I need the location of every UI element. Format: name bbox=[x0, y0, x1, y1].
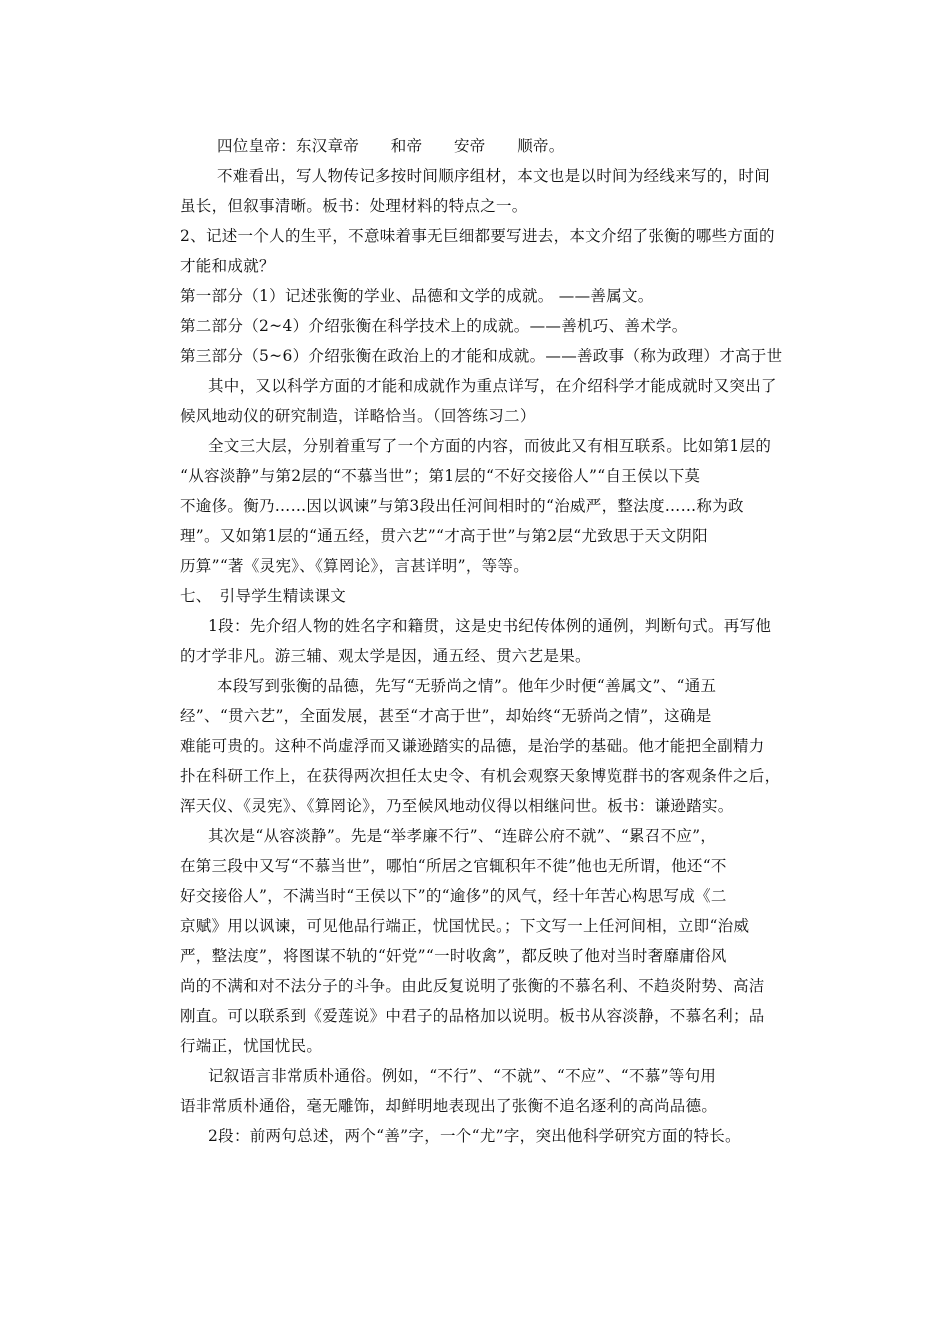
text-line: 理”。又如第1层的“通五经，贯六艺”“才高于世”与第2层“尤致思于天文阴阳 bbox=[180, 527, 708, 545]
text-line: 浑天仪、《灵宪》、《算罔论》，乃至候风地动仪得以相继问世。板书：谦逊踏实。 bbox=[180, 797, 734, 815]
text-line: 不逾侈。衡乃……因以讽谏”与第3段出任河间相时的“治威严，整法度……称为政 bbox=[180, 497, 744, 515]
text-line: 第一部分（1）记述张衡的学业、品德和文学的成就。 ——善属文。 bbox=[180, 287, 654, 305]
text-line: “从容淡静”与第2层的“不慕当世”；第1层的“不好交接俗人”“自王侯以下莫 bbox=[180, 467, 701, 485]
text-line: 2段：前两句总述，两个“善”字，一个“尤”字，突出他科学研究方面的特长。 bbox=[208, 1127, 741, 1145]
text-line: 刚直。可以联系到《爱莲说》中君子的品格加以说明。板书从容淡静，不慕名利；品 bbox=[180, 1007, 765, 1025]
text-line: 难能可贵的。这种不尚虚浮而又谦逊踏实的品德，是治学的基础。他才能把全副精力 bbox=[180, 737, 765, 755]
text-line: 尚的不满和对不法分子的斗争。由此反复说明了张衡的不慕名利、不趋炎附势、高洁 bbox=[180, 977, 765, 995]
text-line: 第三部分（5~6）介绍张衡在政治上的才能和成就。——善政事（称为政理）才高于世 bbox=[180, 347, 783, 365]
text-line: 本段写到张衡的品德，先写“无骄尚之情”。他年少时便“善属文”、“通五 bbox=[217, 677, 717, 695]
text-line: 不难看出，写人物传记多按时间顺序组材，本文也是以时间为经线来写的，时间 bbox=[217, 167, 771, 185]
text-line: 候风地动仪的研究制造，详略恰当。（回答练习二） bbox=[180, 407, 536, 425]
text-line: 2、记述一个人的生平，不意味着事无巨细都要写进去，本文介绍了张衡的哪些方面的 bbox=[180, 227, 775, 245]
text-line: 四位皇帝：东汉章帝 和帝 安帝 顺帝。 bbox=[217, 137, 565, 155]
text-line: 语非常质朴通俗，毫无雕饰，却鲜明地表现出了张衡不追名逐利的高尚品德。 bbox=[180, 1097, 718, 1115]
text-line: 好交接俗人”，不满当时“王侯以下”的“逾侈”的风气，经十年苦心构思写成《二 bbox=[180, 887, 727, 905]
text-line: 全文三大层，分别着重写了一个方面的内容，而彼此又有相互联系。比如第1层的 bbox=[208, 437, 772, 455]
text-line: 行端正，忧国忧民。 bbox=[180, 1037, 323, 1055]
text-line: 虽长，但叙事清晰。板书：处理材料的特点之一。 bbox=[180, 197, 528, 215]
text-line: 扑在科研工作上，在获得两次担任太史令、有机会观察天象博览群书的客观条件之后， bbox=[180, 767, 781, 785]
text-line: 严，整法度”，将图谋不轨的“奸党”“一时收禽”，都反映了他对当时奢靡庸俗风 bbox=[180, 947, 727, 965]
text-line: 记叙语言非常质朴通俗。例如，“不行”、“不就”、“不应”、“不慕”等句用 bbox=[208, 1067, 717, 1085]
text-line: 才能和成就？ bbox=[180, 257, 275, 275]
text-line: 其次是“从容淡静”。先是“举孝廉不行”、“连辟公府不就”、“累召不应”， bbox=[208, 827, 717, 845]
text-line: 第二部分（2~4）介绍张衡在科学技术上的成就。——善机巧、善术学。 bbox=[180, 317, 688, 335]
document-body bbox=[180, 131, 825, 1151]
text-line: 其中，又以科学方面的才能和成就作为重点详写，在介绍科学才能成就时又突出了 bbox=[208, 377, 777, 395]
text-line: 1段：先介绍人物的姓名字和籍贯，这是史书纪传体例的通例，判断句式。再写他 bbox=[208, 617, 772, 635]
text-line: 经”、“贯六艺”，全面发展，甚至“才高于世”，却始终“无骄尚之情”，这确是 bbox=[180, 707, 712, 725]
text-line: 的才学非凡。游三辅、观太学是因，通五经、贯六艺是果。 bbox=[180, 647, 591, 665]
text-line: 京赋》用以讽谏，可见他品行端正，忧国忧民。；下文写一上任河间相，立即“治威 bbox=[180, 917, 750, 935]
text-line: 历算”“著《灵宪》、《算罔论》，言甚详明”，等等。 bbox=[180, 557, 530, 575]
section-heading: 七、 引导学生精读课文 bbox=[180, 587, 347, 605]
text-line: 在第三段中又写“不慕当世”，哪怕“所居之官辄积年不徙”他也无所谓，他还“不 bbox=[180, 857, 727, 875]
